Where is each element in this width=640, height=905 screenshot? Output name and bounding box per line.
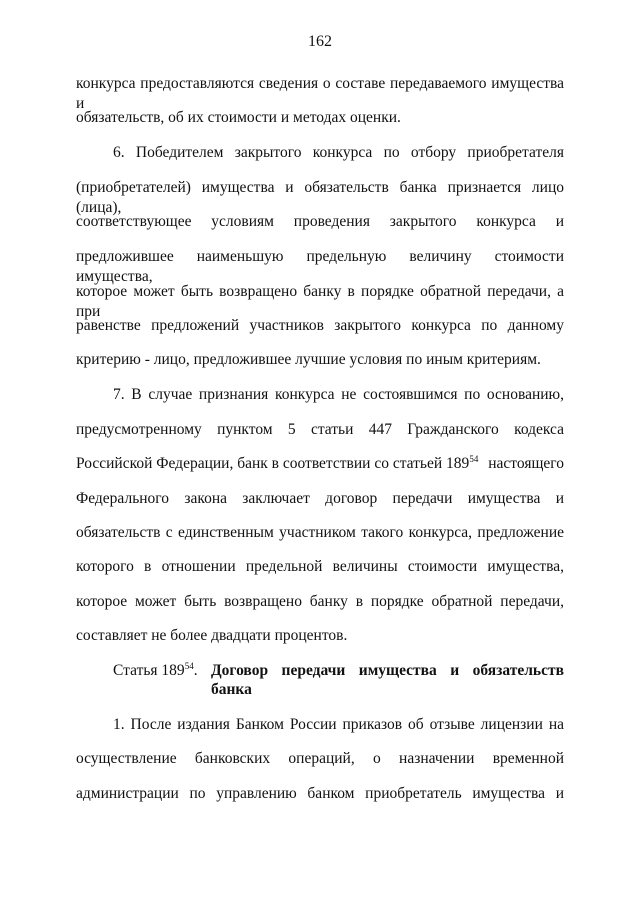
text-line: 6. Победителем закрытого конкурса по отбору приобретателя [113, 144, 564, 161]
text-line: которое может быть возвращено банку в порядке обратной передачи, а при [76, 283, 564, 320]
text-line: которое может быть возвращено банку в порядке обратной передачи, [76, 593, 564, 610]
text-line: обязательств, об их стоимости и методах оценки. [76, 109, 401, 126]
text-line: обязательств с единственным участником такого конкурса, предложение [76, 524, 564, 541]
text-line: администрации по управлению банком приобретатель имущества и [76, 785, 564, 802]
article-number: Статья $189^{54}$. [113, 660, 198, 679]
text-line: предусмотренному пунктом 5 статьи 447 Гражданского кодекса [76, 421, 564, 438]
text-line-part: настоящего [488, 455, 564, 472]
page-number: 162 [308, 33, 332, 50]
text-line: предложившее наименьшую предельную величину стоимости имущества, [76, 248, 564, 285]
text-line: составляет не более двадцати процентов. [76, 627, 348, 644]
text-line [76, 454, 564, 474]
text-line: осуществление банковских операций, о назначении временной [76, 750, 564, 767]
text-line: критерию - лицо, предложившее лучшие условия по иным критериям. [76, 351, 541, 368]
article-title: Договор передачи имущества и обязательств [211, 662, 564, 679]
text-line: конкурса предоставляются сведения о составе передаваемого имущества и [76, 75, 564, 112]
text-line-part: Российской Федерации, банк в соответствии со статьей $189^{54}$ [76, 453, 479, 472]
article-title-continued: банка [211, 681, 252, 698]
text-line: 1. После издания Банком России приказов об отзыве лицензии на [113, 716, 564, 733]
text-line: (приобретателей) имущества и обязательств банка признается лицо (лица), [76, 179, 564, 216]
text-line: которого в отношении предельной величины стоимости имущества, [76, 558, 564, 575]
text-line: Федерального закона заключает договор передачи имущества и [76, 490, 564, 507]
text-line: 7. В случае признания конкурса не состоявшимся по основанию, [113, 386, 564, 403]
text-line: равенстве предложений участников закрытого конкурса по данному [76, 317, 564, 334]
text-line: соответствующее условиям проведения закрытого конкурса и [76, 213, 564, 230]
